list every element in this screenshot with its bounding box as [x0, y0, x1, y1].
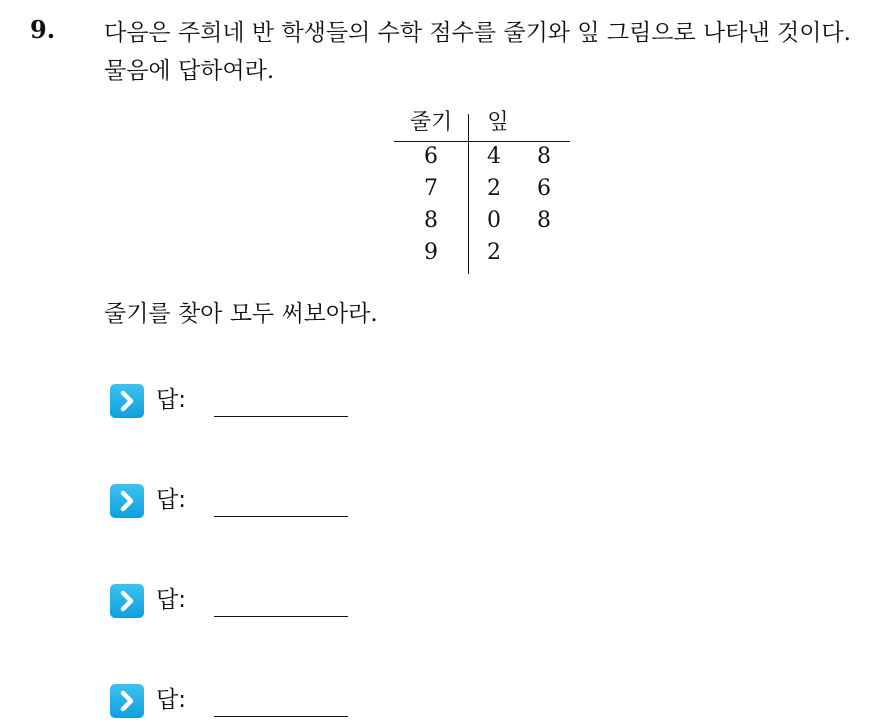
- answer-input[interactable]: [214, 516, 348, 517]
- answer-label: 답:: [156, 587, 186, 613]
- stem-leaf-row: [394, 206, 570, 236]
- answer-label: 답:: [156, 387, 186, 413]
- question-prompt: 줄기를 찾아 모두 써보아라.: [104, 301, 378, 327]
- chevron-right-icon: [110, 684, 144, 718]
- stem-leaf-header: [394, 108, 570, 138]
- answer-row: [110, 682, 410, 722]
- leaf-value: 0: [487, 208, 501, 233]
- leaf-value: 4: [487, 144, 501, 169]
- stem-leaf-plot: [394, 108, 570, 274]
- answer-row: [110, 382, 410, 422]
- answer-label: 답:: [156, 687, 186, 713]
- leaf-header: 잎: [487, 110, 509, 135]
- leaf-value: 8: [537, 208, 551, 233]
- chevron-right-icon: [110, 384, 144, 418]
- chevron-right-icon: [110, 584, 144, 618]
- stem-leaf-row: [394, 142, 570, 172]
- answer-label: 답:: [156, 487, 186, 513]
- stem-leaf-row: [394, 238, 570, 268]
- question-text: 다음은 주희네 반 학생들의 수학 점수를 줄기와 잎 그림으로 나타낸 것이다. 물음에 답하여라.: [104, 20, 851, 84]
- question-number: 9.: [30, 15, 56, 44]
- stem-value: 7: [424, 176, 438, 201]
- chevron-right-icon: [110, 484, 144, 518]
- answer-input[interactable]: [214, 616, 348, 617]
- stem-value: 6: [424, 144, 438, 169]
- stem-value: 8: [424, 208, 438, 233]
- answer-row: [110, 582, 410, 622]
- answer-input[interactable]: [214, 416, 348, 417]
- stem-value: 9: [424, 240, 438, 265]
- stem-leaf-row: [394, 174, 570, 204]
- answer-input[interactable]: [214, 716, 348, 717]
- answer-row: [110, 482, 410, 522]
- leaf-value: 2: [487, 176, 501, 201]
- stem-header: 줄기: [409, 110, 453, 135]
- leaf-value: 6: [537, 176, 551, 201]
- leaf-value: 2: [487, 240, 501, 265]
- leaf-value: 8: [537, 144, 551, 169]
